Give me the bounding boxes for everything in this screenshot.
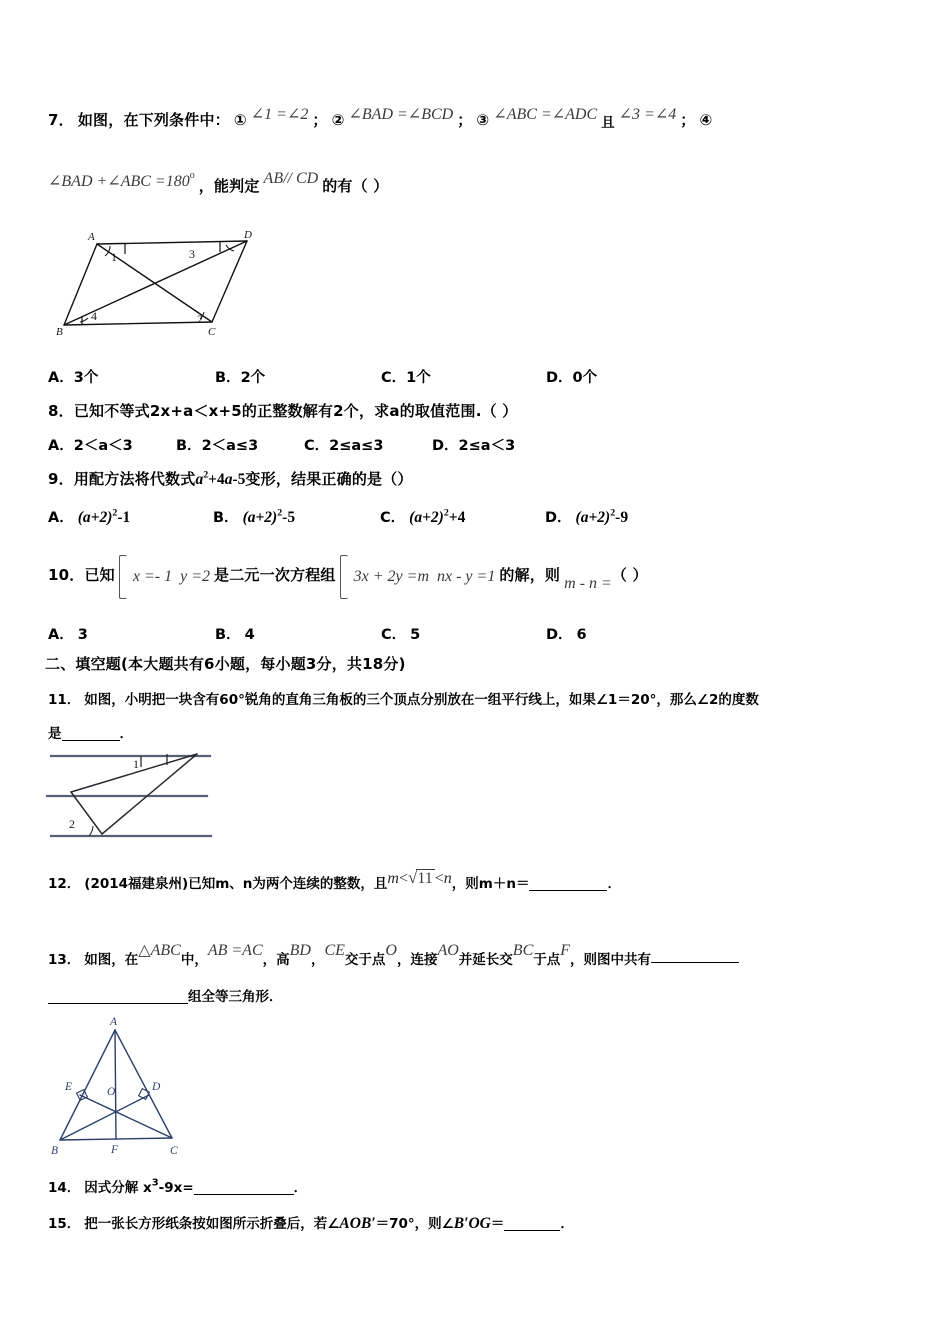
q9-option-a[interactable] (48, 506, 130, 527)
q7-separator-1: ； (312, 111, 328, 129)
q7-option-c-text: 1个 (406, 370, 431, 386)
q10-sys1-row2: y =2 (180, 568, 211, 585)
q9-option-a-tail: -1 (117, 509, 131, 526)
question-13-stem-line2 (48, 985, 283, 1006)
q7-option-b-text: 2个 (240, 370, 266, 386)
q8-option-c-key: C． (304, 438, 330, 454)
question-10-stem-mid: 是二元一次方程组 (214, 566, 336, 584)
q7-stem-middle: ，能判定 (198, 177, 260, 195)
q15-angle-aob-prime: AOB′ (339, 1215, 376, 1232)
q8-option-d-text: 2≤a＜3 (458, 438, 516, 454)
q10-equation-system (340, 566, 496, 587)
q10-option-d-key: D． (546, 627, 573, 643)
q12-inequality (387, 868, 451, 888)
figure-angle-2: 2 (69, 817, 75, 831)
question-12-stem (48, 868, 938, 893)
question-12-number: 12． (48, 876, 81, 892)
q7-option-d-text: 0个 (572, 370, 598, 386)
question-7-figure (52, 228, 267, 336)
q9-option-c-key: C． (380, 510, 406, 526)
question-13-figure (50, 1012, 210, 1167)
q14-stem-pre: 因式分解 x (84, 1180, 152, 1196)
figure-label-E: E (65, 1081, 73, 1093)
q9-option-c-base: (a+2) (409, 509, 444, 526)
question-9-stem (48, 468, 928, 489)
q10-option-a[interactable] (48, 623, 88, 644)
q7-option-a[interactable] (48, 366, 98, 387)
question-8-stem (48, 400, 928, 421)
q12-var-n: n (443, 870, 452, 887)
q8-option-a[interactable] (48, 434, 133, 455)
q13-ao: AO (437, 942, 459, 959)
figure-label-B: B (51, 1145, 59, 1157)
figure-label-C: C (170, 1145, 178, 1157)
q14-stem-mid: -9x= (158, 1180, 194, 1196)
question-10-stem-pre: 已知 (84, 566, 115, 584)
q8-option-c[interactable] (304, 434, 383, 455)
q12-answer-blank[interactable] (529, 890, 607, 891)
q14-answer-blank[interactable] (194, 1194, 294, 1195)
q8-option-d[interactable] (432, 434, 515, 455)
q15-stem-mid: ＝70°，则∠ (375, 1216, 454, 1232)
q9-option-d-exponent: 2 (610, 507, 616, 519)
question-13-stem-line1 (48, 940, 943, 968)
q8-option-b-text: 2＜a≤3 (201, 438, 259, 454)
question-11-number: 11． (48, 692, 81, 708)
question-9-stem-post: 变形，结果正确的是（） (245, 470, 413, 488)
q13-s2: 中， (180, 952, 208, 968)
q13-ce: CE (324, 942, 345, 959)
q9-option-c-exponent: 2 (443, 507, 449, 519)
q9-expr-exponent: 2 (203, 469, 209, 481)
q13-s6: ，连接 (396, 952, 438, 968)
q9-expr-a: a (195, 471, 204, 488)
figure-label-O: O (107, 1086, 116, 1098)
figure-angle-4: 4 (91, 309, 97, 323)
q13-s8: 于点 (533, 952, 561, 968)
q13-point-o: O (385, 942, 397, 959)
q7-parallel-relation: AB// CD (263, 170, 319, 187)
q13-point-f: F (560, 942, 571, 959)
q10-expression: m - n = (564, 575, 612, 592)
q9-option-b-tail: -5 (282, 509, 296, 526)
q7-option-b-key: B． (215, 370, 241, 386)
q15-tail: ． (560, 1216, 574, 1232)
q10-option-c[interactable] (381, 623, 420, 644)
q7-option-c-key: C． (381, 370, 407, 386)
question-12-stem-pre: 已知m、n为两个连续的整数，且 (188, 876, 388, 892)
q10-option-b-key: B． (215, 627, 241, 643)
q10-option-d-text: 6 (576, 627, 587, 643)
figure-label-A: A (88, 231, 95, 243)
q9-expr-a2: a (224, 471, 233, 488)
q10-option-b-text: 4 (244, 627, 255, 643)
q9-option-a-exponent: 2 (112, 507, 118, 519)
q12-radicand: 11 (417, 870, 433, 887)
q13-s1: 如图，在 (84, 952, 139, 968)
q10-sys2-row1: 3x + 2y =m (353, 568, 429, 585)
q7-option-c[interactable] (381, 366, 431, 387)
q12-lt-1: < (398, 870, 408, 887)
q8-option-a-text: 2＜a＜3 (73, 438, 133, 454)
figure-label-D: D (244, 229, 252, 241)
q15-answer-blank[interactable] (504, 1230, 560, 1231)
q13-line2-post: 组全等三角形． (188, 989, 283, 1005)
q7-and-character: 且 (601, 115, 615, 131)
figure-label-F: F (111, 1144, 119, 1156)
q14-exponent: 3 (151, 1177, 159, 1189)
question-12-stem-post: ，则m＋n＝ (451, 876, 530, 892)
question-9-number: 9． (48, 470, 74, 488)
brace-left-2 (340, 555, 348, 599)
q9-option-a-key: A． (48, 510, 74, 526)
q12-var-m: m (387, 870, 399, 887)
section-two-heading-text: 二、填空题(本大题共有6小题，每小题3分，共18分) (45, 655, 406, 673)
q10-option-a-text: 3 (77, 627, 88, 643)
question-7-stem-line2 (48, 170, 928, 196)
section-two-heading (45, 653, 406, 674)
q7-option-b[interactable] (215, 366, 265, 387)
q9-option-b[interactable] (213, 506, 295, 527)
q13-s5: 交于点 (344, 952, 386, 968)
q7-condition-2: ∠BAD =∠BCD (348, 106, 454, 123)
question-10-number: 10． (48, 566, 85, 584)
q11-line2-pre: 是 (48, 726, 62, 742)
brace-left-1 (119, 555, 127, 599)
q8-option-b[interactable] (176, 434, 258, 455)
circled-one: ① (233, 111, 247, 129)
q13-s3: ，高 (262, 952, 290, 968)
q11-answer-blank[interactable] (62, 740, 120, 741)
q9-option-d-tail: -9 (615, 509, 629, 526)
q15-stem-post: ＝ (490, 1216, 505, 1232)
q8-option-c-text: 2≤a≤3 (329, 438, 384, 454)
q9-expr-mid: +4 (208, 471, 225, 488)
question-10-stem (48, 558, 928, 593)
q9-option-d-base: (a+2) (575, 509, 611, 526)
q7-option-d-key: D． (546, 370, 573, 386)
q11-line2-post: ． (119, 726, 133, 742)
q9-option-b-base: (a+2) (242, 509, 278, 526)
figure-angle-1: 1 (111, 250, 117, 264)
question-7-stem-lead: 如图，在下列条件中： (77, 111, 230, 129)
q10-answer-paren: （ ） (611, 566, 648, 584)
figure-label-A: A (110, 1016, 118, 1028)
question-11-stem-line2 (48, 722, 133, 743)
q13-answer-blank-1[interactable] (651, 962, 739, 963)
figure-angle-2: 2 (197, 312, 203, 326)
circled-two: ② (331, 111, 345, 129)
q13-s7: 并延长交 (458, 952, 513, 968)
q7-option-a-key: A． (48, 370, 74, 386)
circled-four: ④ (699, 111, 713, 129)
q14-tail: ． (293, 1180, 308, 1196)
q7-stem-tail: 的有（ ） (322, 177, 389, 195)
figure-label-D: D (152, 1081, 161, 1093)
question-15-stem (48, 1212, 574, 1233)
q13-bc: BC (512, 942, 534, 959)
q8-option-d-key: D． (432, 438, 459, 454)
figure-angle-1: 1 (133, 757, 139, 771)
q9-option-d[interactable] (545, 506, 628, 527)
question-14-stem (48, 1176, 307, 1197)
q10-option-d[interactable] (546, 623, 587, 644)
question-8-number: 8． (48, 402, 74, 420)
degree-symbol: o (189, 170, 195, 181)
q9-option-a-base: (a+2) (77, 509, 113, 526)
question-11-stem-line1 (48, 688, 938, 709)
q15-stem-pre: 把一张长方形纸条按如图所示折叠后，若∠ (84, 1216, 340, 1232)
q9-option-b-exponent: 2 (277, 507, 283, 519)
question-9-stem-pre: 用配方法将代数式 (73, 470, 196, 488)
q9-option-d-key: D． (545, 510, 572, 526)
q10-solution-system (119, 566, 210, 587)
figure-label-B: B (56, 326, 63, 336)
q13-ab-eq-ac: AB =AC (207, 942, 263, 959)
q10-sys1-row1: x =- 1 (132, 568, 173, 585)
q15-angle-b-prime-og: B′OG (453, 1215, 491, 1232)
question-11-figure (45, 748, 245, 848)
circled-three: ③ (476, 111, 490, 129)
q7-separator-3: ； (680, 111, 696, 129)
q8-option-a-key: A． (48, 438, 74, 454)
q10-option-a-key: A． (48, 627, 74, 643)
question-7-stem-line1 (48, 104, 928, 131)
question-7-number: 7． (48, 111, 74, 129)
question-15-number: 15． (48, 1216, 81, 1232)
q13-bd: BD (289, 942, 311, 959)
q9-option-c-tail: +4 (448, 509, 466, 526)
figure-label-C: C (208, 326, 216, 336)
question-13-number: 13． (48, 952, 81, 968)
q7-option-d[interactable] (546, 366, 597, 387)
q10-option-c-key: C． (381, 627, 407, 643)
question-14-number: 14． (48, 1180, 81, 1196)
question-10-stem-post: 的解，则 (499, 566, 561, 584)
q13-answer-blank-2[interactable] (48, 1003, 188, 1004)
q9-option-c[interactable] (380, 506, 465, 527)
figure-angle-3: 3 (189, 247, 195, 261)
q7-condition-3: ∠ABC =∠ADC (493, 106, 598, 123)
question-8-stem-text: 已知不等式2x+a＜x+5的正整数解有2个，求a的取值范围.（ ） (73, 402, 518, 420)
q7-condition-1: ∠1 =∠2 (250, 106, 309, 123)
q9-option-b-key: B． (213, 510, 239, 526)
question-12-source: (2014福建泉州) (84, 876, 189, 892)
q10-option-b[interactable] (215, 623, 255, 644)
q10-option-c-text: 5 (410, 627, 421, 643)
q12-lt-2: < (434, 870, 444, 887)
q7-separator-2: ； (457, 111, 473, 129)
sqrt-icon: √11 (408, 868, 433, 887)
q9-expr-tail: -5 (232, 471, 246, 488)
q7-option-a-text: 3个 (73, 370, 99, 386)
q7-condition-4: ∠BAD +∠ABC =180 (48, 173, 190, 190)
question-11-stem-text: 如图，小明把一块含有60°锐角的直角三角板的三个顶点分别放在一组平行线上，如果∠1＝20°，那么∠2的度数 (84, 692, 759, 708)
q13-triangle-abc: △ABC (138, 942, 181, 959)
q7-condition-3b: ∠3 =∠4 (618, 106, 677, 123)
q10-sys2-row2: nx - y =1 (437, 568, 496, 585)
q13-s9: ，则图中共有 (570, 952, 652, 968)
question-12-tail: ． (607, 876, 621, 892)
q13-s4: ， (310, 952, 325, 968)
q8-option-b-key: B． (176, 438, 202, 454)
